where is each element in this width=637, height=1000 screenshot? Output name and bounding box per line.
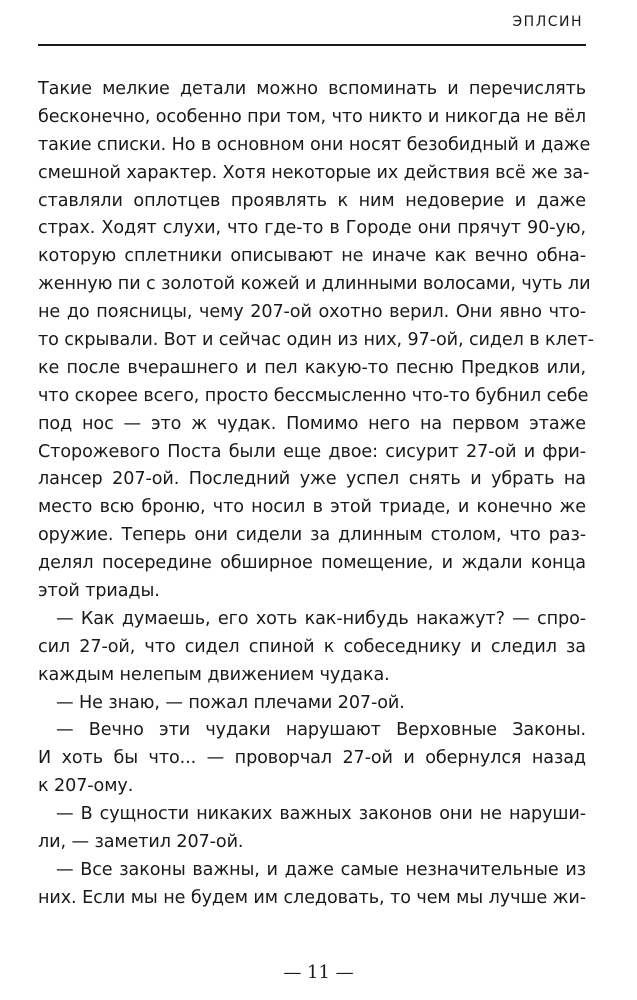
text-line: которую сплетники описывают не иначе как вечно обна- xyxy=(38,246,586,267)
text-line: что скорее всего, просто бессмысленно что-то бубнил себе xyxy=(38,385,589,406)
text-line: к 207-ому. xyxy=(38,776,134,797)
text-line: место всю броню, что носил в этой триаде, и конечно же xyxy=(38,497,586,518)
header-rule xyxy=(38,44,586,46)
text-line: — Как думаешь, его хоть как-нибудь накажут? — спро- xyxy=(56,608,586,629)
text-line: то скрывали. Вот и сейчас один из них, 97-ой, сидел в клет- xyxy=(38,330,594,351)
page-number: — 11 — xyxy=(283,962,354,983)
text-line: ке после вчерашнего и пел какую-то песню Предков или, xyxy=(38,357,586,378)
text-line: бесконечно, особенно при том, что никто и никогда не вёл xyxy=(38,106,586,127)
text-line: сил 27-ой, что сидел спиной к собеседнику и следил за xyxy=(38,636,586,657)
running-title: ЭПЛСИН xyxy=(512,14,583,30)
text-line: женную пи с золотой кожей и длинными волосами, чуть ли xyxy=(38,274,591,295)
text-line: — Не знаю, — пожал плечами 207-ой. xyxy=(56,692,405,713)
text-line: не до поясницы, чему 207-ой охотно верил. Они явно что- xyxy=(38,302,586,323)
text-line: каждым нелепым движением чудака. xyxy=(38,664,390,685)
text-line: смешной характер. Хотя некоторые их действия всё же за- xyxy=(38,162,590,183)
text-line: под нос — это ж чудак. Помимо него на первом этаже xyxy=(38,413,586,434)
text-line: — В сущности никаких важных законов они не наруши- xyxy=(56,804,586,825)
body-text xyxy=(38,76,594,913)
text-line: И хоть бы что... — проворчал 27-ой и обернулся назад xyxy=(38,748,586,769)
text-line: — Вечно эти чудаки нарушают Верховные Законы. xyxy=(56,720,586,741)
text-line: такие списки. Но в основном они носят безобидный и даже xyxy=(38,134,591,155)
text-line: — Все законы важны, и даже самые незначительные из xyxy=(56,859,586,880)
text-line: ли, — заметил 207-ой. xyxy=(38,832,244,853)
text-line: Сторожевого Поста были еще двое: сисурит 27-ой и фри- xyxy=(38,441,586,462)
text-line: страх. Ходят слухи, что где-то в Городе они прячут 90-ую, xyxy=(38,218,586,239)
text-line: этой триады. xyxy=(38,581,160,602)
text-line: них. Если мы не будем им следовать, то чем мы лучше жи- xyxy=(38,887,586,908)
text-line: Такие мелкие детали можно вспоминать и перечислять xyxy=(38,79,586,99)
text-line: лансер 207-ой. Последний уже успел снять и убрать на xyxy=(38,469,586,490)
text-line: оружие. Теперь они сидели за длинным столом, что раз- xyxy=(38,525,586,546)
text-line: делял посередине обширное помещение, и ждали конца xyxy=(38,553,586,574)
text-line: ставляли оплотцев проявлять к ним недоверие и даже xyxy=(38,190,586,211)
